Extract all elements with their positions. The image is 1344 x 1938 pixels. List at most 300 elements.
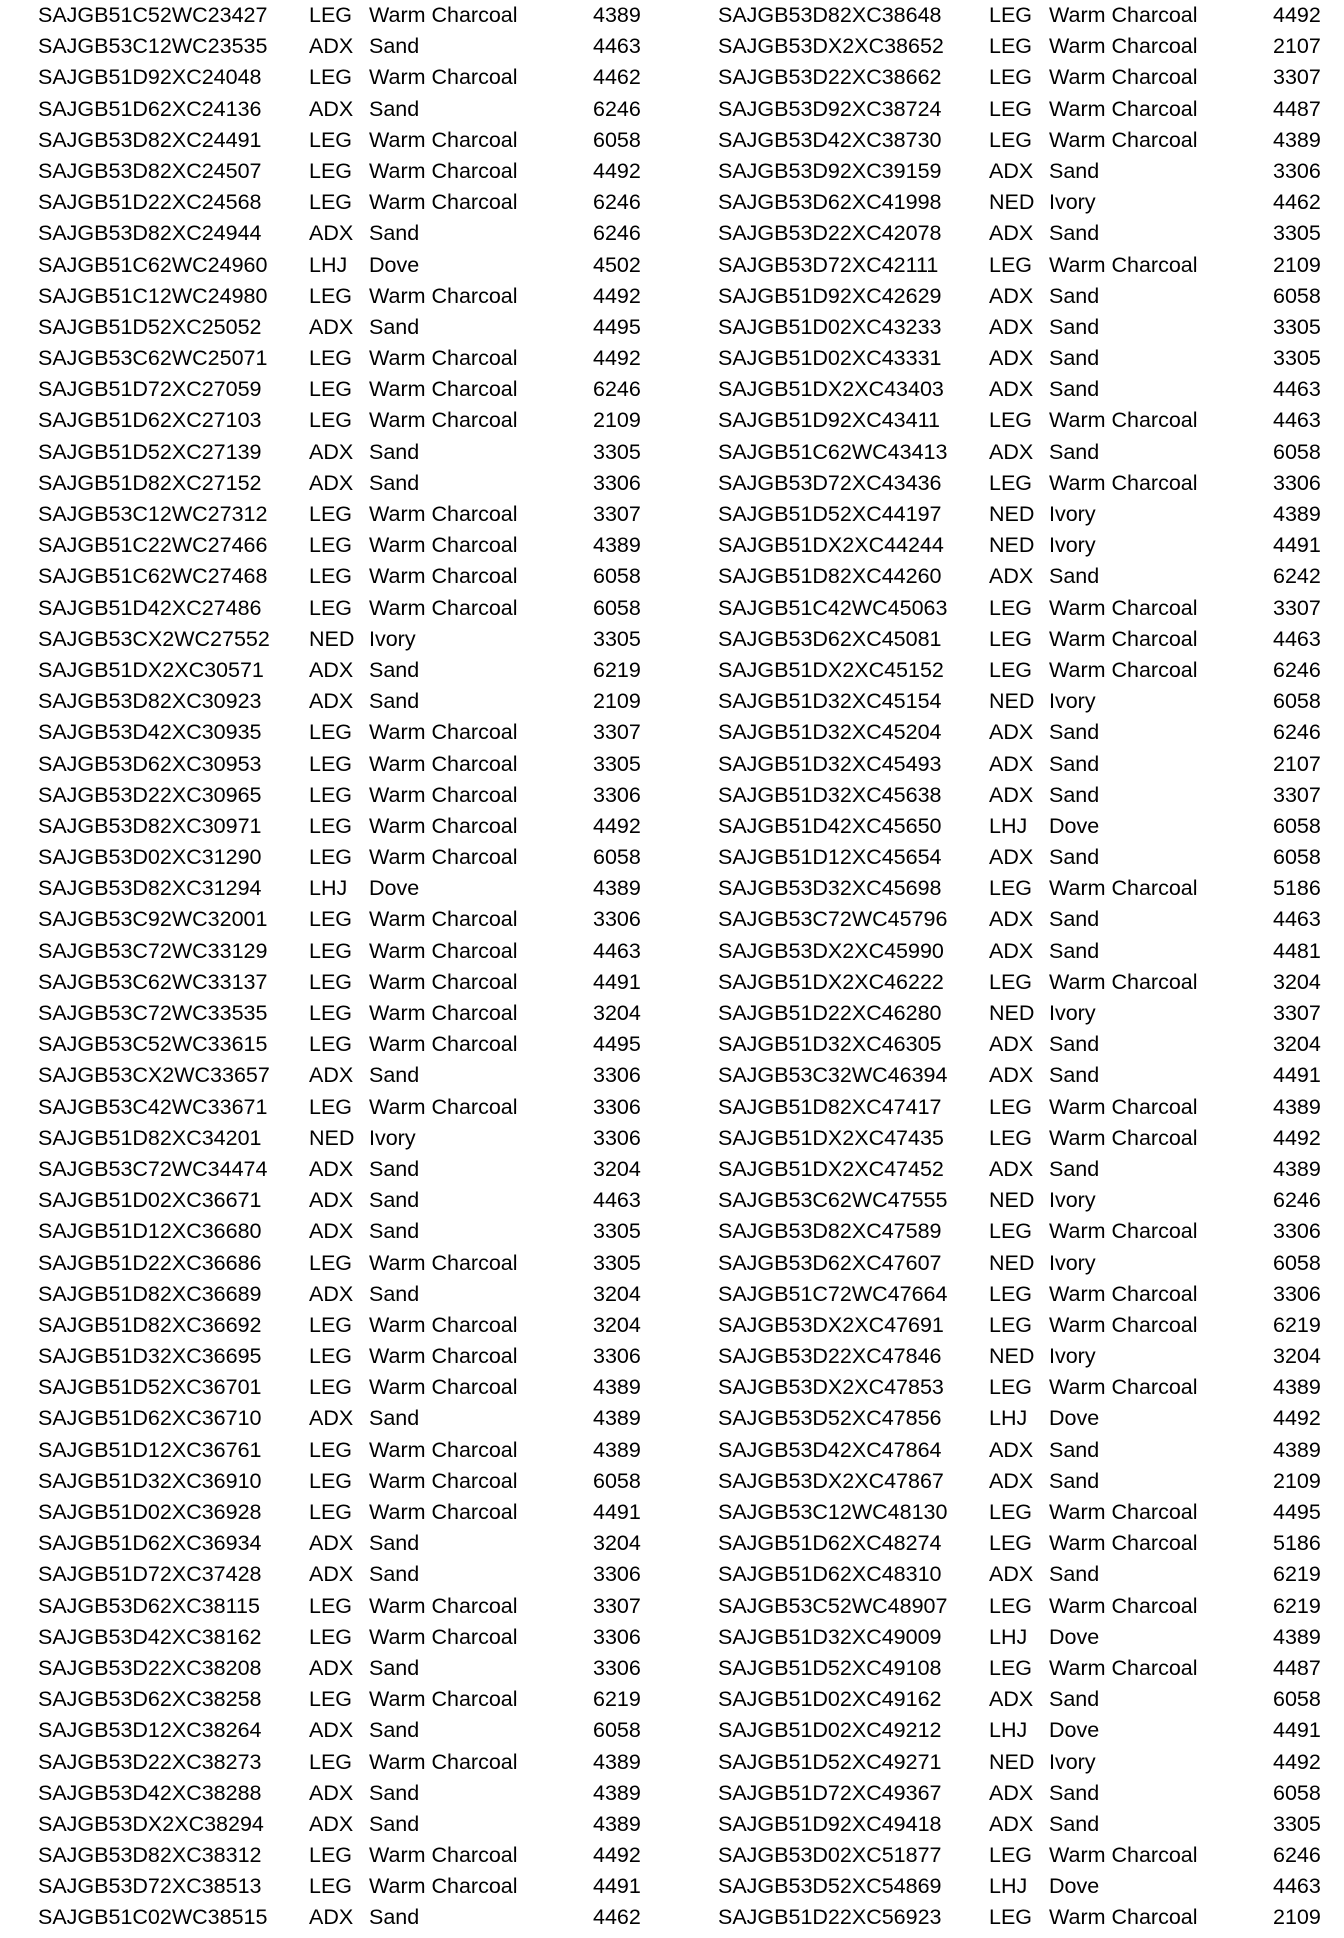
trim-code-cell: LEG [309,782,353,807]
vin-cell: SAJGB51C62WC24960 [38,252,268,277]
vin-cell: SAJGB53D42XC47864 [718,1437,942,1462]
trim-code-cell: LEG [309,845,353,870]
color-cell: Warm Charcoal [369,813,518,838]
number-cell: 3306 [593,1344,641,1369]
trim-code-cell: LEG [989,626,1033,651]
vin-cell: SAJGB51DX2XC44244 [718,533,944,558]
color-cell: Sand [369,96,420,121]
vin-cell: SAJGB51D82XC47417 [718,1094,942,1119]
color-cell: Warm Charcoal [369,782,518,807]
vin-cell: SAJGB51D82XC34201 [38,1125,262,1150]
color-cell: Dove [1049,1624,1100,1649]
color-cell: Warm Charcoal [369,377,518,402]
number-cell: 4463 [593,938,641,963]
number-cell: 6058 [1273,689,1321,714]
color-cell: Warm Charcoal [1049,969,1198,994]
trim-code-cell: LEG [989,1125,1033,1150]
vin-cell: SAJGB51DX2XC46222 [718,969,944,994]
number-cell: 6219 [593,657,641,682]
trim-code-cell: LEG [309,502,353,526]
vin-cell: SAJGB53D82XC31294 [38,876,262,901]
vin-cell: SAJGB53C52WC33615 [38,1032,268,1057]
vin-cell: SAJGB51D82XC44260 [718,564,942,589]
trim-code-cell: LEG [309,65,353,90]
number-cell: 2109 [593,408,641,433]
number-cell: 6058 [1273,1250,1321,1275]
trim-code-cell: LEG [989,1281,1033,1306]
trim-code-cell: LEG [989,876,1033,901]
number-cell: 3305 [593,439,641,464]
trim-code-cell: ADX [309,1531,354,1556]
number-cell: 4491 [1273,1718,1321,1743]
trim-code-cell: LEG [989,1312,1033,1337]
vin-cell: SAJGB51D02XC49212 [718,1718,942,1743]
trim-code-cell: LEG [989,408,1033,433]
number-cell: 4389 [593,1375,641,1400]
trim-code-cell: ADX [309,1905,354,1930]
vin-cell: SAJGB51D32XC45493 [718,751,942,776]
vin-cell: SAJGB53DX2XC47867 [718,1468,944,1493]
vin-cell: SAJGB53D82XC24944 [38,221,262,246]
number-cell: 4491 [593,1874,641,1899]
vin-cell: SAJGB53D82XC30971 [38,813,262,838]
number-cell: 6246 [1273,657,1321,682]
vin-cell: SAJGB53C32WC46394 [718,1063,948,1088]
vin-cell: SAJGB53D62XC47607 [718,1250,942,1275]
trim-code-cell: ADX [989,1780,1034,1805]
trim-code-cell: LHJ [309,252,348,277]
vin-cell: SAJGB53DX2XC47691 [718,1312,944,1337]
vin-cell: SAJGB53C62WC25071 [38,346,268,371]
color-cell: Sand [1049,377,1100,402]
number-cell: 4389 [593,1749,641,1774]
color-cell: Sand [1049,314,1100,339]
trim-code-cell: ADX [309,1063,354,1088]
trim-code-cell: LEG [989,34,1033,59]
trim-code-cell: ADX [989,907,1034,932]
number-cell: 4389 [593,1437,641,1462]
vin-cell: SAJGB53C62WC33137 [38,969,268,994]
color-cell: Warm Charcoal [369,1749,518,1774]
number-cell: 4462 [593,1905,641,1930]
color-cell: Warm Charcoal [369,408,518,433]
number-cell: 4487 [1273,96,1321,121]
trim-code-cell: LEG [989,470,1033,495]
number-cell: 3305 [1273,314,1321,339]
vin-cell: SAJGB53D02XC31290 [38,845,262,870]
vin-cell: SAJGB51D22XC56923 [718,1905,942,1930]
number-cell: 4389 [593,533,641,558]
color-cell: Warm Charcoal [1049,470,1198,495]
trim-code-cell: ADX [989,1811,1034,1836]
trim-code-cell: LEG [309,1094,353,1119]
color-cell: Sand [369,34,420,59]
trim-code-cell: ADX [309,657,354,682]
number-cell: 3306 [593,1562,641,1587]
color-cell: Warm Charcoal [369,1624,518,1649]
trim-code-cell: LEG [309,408,353,433]
color-cell: Dove [1049,1406,1100,1431]
trim-code-cell: LEG [989,1655,1033,1680]
vin-cell: SAJGB53D62XC38258 [38,1687,262,1712]
trim-code-cell: LEG [309,3,353,27]
trim-code-cell: ADX [989,1687,1034,1712]
number-cell: 3306 [1273,470,1321,495]
trim-code-cell: LEG [989,1094,1033,1119]
trim-code-cell: ADX [309,1406,354,1431]
color-cell: Sand [369,439,420,464]
vin-cell: SAJGB51D92XC43411 [718,408,940,433]
trim-code-cell: LHJ [989,1874,1028,1899]
number-cell: 6246 [593,221,641,246]
color-cell: Sand [1049,1156,1100,1181]
trim-code-cell: LEG [989,1843,1033,1868]
number-cell: 3305 [1273,346,1321,371]
number-cell: 3306 [593,782,641,807]
number-cell: 3305 [593,626,641,651]
trim-code-cell: ADX [989,158,1034,183]
trim-code-cell: ADX [989,346,1034,371]
vin-cell: SAJGB53C72WC34474 [38,1156,268,1181]
number-cell: 6219 [1273,1593,1321,1618]
number-cell: 4492 [593,1843,641,1868]
vin-cell: SAJGB53D42XC38162 [38,1624,262,1649]
vin-cell: SAJGB53CX2WC27552 [38,626,270,651]
trim-code-cell: LEG [309,1032,353,1057]
trim-code-cell: LEG [309,190,353,215]
color-cell: Warm Charcoal [369,127,518,152]
trim-code-cell: LHJ [989,813,1028,838]
number-cell: 3307 [593,720,641,745]
vin-cell: SAJGB51C62WC43413 [718,439,948,464]
trim-code-cell: ADX [309,1562,354,1587]
trim-code-cell: LEG [989,595,1033,620]
trim-code-cell: ADX [309,1780,354,1805]
number-cell: 2109 [1273,252,1321,277]
trim-code-cell: LEG [309,1687,353,1712]
color-cell: Warm Charcoal [1049,65,1198,90]
color-cell: Warm Charcoal [1049,626,1198,651]
vin-cell: SAJGB53C62WC47555 [718,1188,948,1213]
trim-code-cell: LEG [989,1375,1033,1400]
number-cell: 3305 [593,751,641,776]
number-cell: 6246 [1273,1843,1321,1868]
vin-cell: SAJGB53D42XC38288 [38,1780,262,1805]
vin-cell: SAJGB51D52XC49271 [718,1749,942,1774]
trim-code-cell: NED [309,626,355,651]
vin-cell: SAJGB51D32XC46305 [718,1032,942,1057]
number-cell: 6246 [593,96,641,121]
color-cell: Warm Charcoal [369,190,518,215]
trim-code-cell: ADX [309,1718,354,1743]
number-cell: 4463 [1273,1874,1321,1899]
trim-code-cell: ADX [989,1063,1034,1088]
number-cell: 4491 [593,969,641,994]
color-cell: Warm Charcoal [1049,408,1198,433]
number-cell: 2107 [1273,34,1321,59]
number-cell: 3306 [593,1655,641,1680]
trim-code-cell: NED [989,1344,1035,1369]
vin-cell: SAJGB51D92XC24048 [38,65,262,90]
number-cell: 6219 [1273,1312,1321,1337]
color-cell: Warm Charcoal [1049,1094,1198,1119]
number-cell: 4389 [1273,1437,1321,1462]
number-cell: 6058 [593,127,641,152]
number-cell: 4389 [593,1406,641,1431]
vin-cell: SAJGB51D42XC27486 [38,595,262,620]
number-cell: 4462 [1273,190,1321,215]
number-cell: 2109 [1273,1905,1321,1930]
vin-cell: SAJGB51D02XC43233 [718,314,942,339]
number-cell: 4492 [593,158,641,183]
color-cell: Ivory [1049,1001,1096,1025]
color-cell: Sand [1049,938,1100,963]
color-cell: Ivory [1049,1250,1096,1275]
vin-cell: SAJGB53D42XC30935 [38,720,262,745]
trim-code-cell: LEG [309,1874,353,1899]
vin-cell: SAJGB53D92XC38724 [718,96,942,121]
number-cell: 3306 [1273,1281,1321,1306]
vin-cell: SAJGB53D72XC38513 [38,1874,262,1899]
color-cell: Sand [369,689,420,714]
trim-code-cell: LEG [309,1843,353,1868]
vin-cell: SAJGB51D82XC27152 [38,470,262,495]
number-cell: 3204 [593,1156,641,1181]
trim-code-cell: ADX [989,221,1034,246]
trim-code-cell: LEG [989,1531,1033,1556]
color-cell: Warm Charcoal [1049,3,1198,27]
color-cell: Warm Charcoal [369,1094,518,1119]
number-cell: 4481 [1273,938,1321,963]
vin-cell: SAJGB51D22XC46280 [718,1001,942,1025]
vin-cell: SAJGB53D82XC24507 [38,158,262,183]
number-cell: 4492 [593,283,641,308]
color-cell: Sand [1049,1687,1100,1712]
trim-code-cell: NED [989,533,1035,558]
vin-cell: SAJGB51D12XC36761 [38,1437,262,1462]
color-cell: Sand [369,1905,420,1930]
color-cell: Warm Charcoal [1049,1843,1198,1868]
vin-cell: SAJGB51D62XC36710 [38,1406,262,1431]
trim-code-cell: ADX [989,751,1034,776]
vin-cell: SAJGB53C72WC33129 [38,938,268,963]
number-cell: 3204 [593,1001,641,1025]
color-cell: Warm Charcoal [369,564,518,589]
trim-code-cell: ADX [309,34,354,59]
vin-cell: SAJGB51C72WC47664 [718,1281,948,1306]
trim-code-cell: LEG [309,533,353,558]
color-cell: Sand [369,1811,420,1836]
number-cell: 4389 [1273,1375,1321,1400]
color-cell: Sand [369,1531,420,1556]
vin-cell: SAJGB53DX2XC38652 [718,34,944,59]
number-cell: 3306 [1273,158,1321,183]
number-cell: 6219 [1273,1562,1321,1587]
color-cell: Ivory [1049,533,1096,558]
trim-code-cell: ADX [309,96,354,121]
number-cell: 4389 [593,1780,641,1805]
color-cell: Ivory [1049,689,1096,714]
vin-cell: SAJGB51C42WC45063 [718,595,948,620]
color-cell: Dove [1049,1874,1100,1899]
vin-cell: SAJGB53D82XC30923 [38,689,262,714]
color-cell: Sand [369,314,420,339]
number-cell: 3305 [1273,221,1321,246]
number-cell: 4491 [1273,1063,1321,1088]
color-cell: Sand [369,657,420,682]
trim-code-cell: LEG [989,127,1033,152]
trim-code-cell: ADX [989,1437,1034,1462]
vin-cell: SAJGB53D62XC41998 [718,190,942,215]
color-cell: Sand [1049,439,1100,464]
trim-code-cell: ADX [989,439,1034,464]
color-cell: Warm Charcoal [1049,1219,1198,1244]
color-cell: Sand [369,1063,420,1088]
number-cell: 4463 [593,1188,641,1213]
number-cell: 4492 [1273,1406,1321,1431]
color-cell: Sand [369,1780,420,1805]
color-cell: Warm Charcoal [1049,1905,1198,1930]
number-cell: 4492 [1273,1125,1321,1150]
vin-cell: SAJGB51D22XC24568 [38,190,262,215]
trim-code-cell: ADX [989,845,1034,870]
vin-cell: SAJGB51DX2XC47452 [718,1156,944,1181]
color-cell: Ivory [1049,1749,1096,1774]
vin-cell: SAJGB53DX2XC38294 [38,1811,264,1836]
vin-cell: SAJGB53D42XC38730 [718,127,942,152]
vin-cell: SAJGB51C22WC27466 [38,533,268,558]
trim-code-cell: NED [989,689,1035,714]
trim-code-cell: LEG [309,1250,353,1275]
vin-cell: SAJGB51D32XC45204 [718,720,942,745]
vin-cell: SAJGB51D62XC36934 [38,1531,262,1556]
number-cell: 3306 [593,1063,641,1088]
trim-code-cell: ADX [989,1032,1034,1057]
trim-code-cell: LEG [309,1468,353,1493]
number-cell: 3305 [593,1250,641,1275]
trim-code-cell: LEG [309,564,353,589]
vin-cell: SAJGB53DX2XC45990 [718,938,944,963]
color-cell: Sand [369,1562,420,1587]
vin-cell: SAJGB51D72XC49367 [718,1780,942,1805]
trim-code-cell: ADX [309,1811,354,1836]
number-cell: 3307 [1273,782,1321,807]
vin-cell: SAJGB53DX2XC47853 [718,1375,944,1400]
number-cell: 3307 [1273,595,1321,620]
color-cell: Warm Charcoal [1049,127,1198,152]
vin-cell: SAJGB51DX2XC45152 [718,657,944,682]
color-cell: Sand [1049,1468,1100,1493]
number-cell: 4389 [593,3,641,27]
color-cell: Sand [1049,845,1100,870]
vin-cell: SAJGB51D82XC36692 [38,1312,262,1337]
vin-cell: SAJGB51D32XC45638 [718,782,942,807]
color-cell: Sand [1049,1063,1100,1088]
trim-code-cell: LEG [309,751,353,776]
trim-code-cell: LEG [989,657,1033,682]
color-cell: Sand [1049,782,1100,807]
trim-code-cell: LEG [989,1905,1033,1930]
color-cell: Warm Charcoal [369,1375,518,1400]
color-cell: Sand [1049,1437,1100,1462]
number-cell: 3204 [593,1531,641,1556]
number-cell: 3204 [593,1312,641,1337]
number-cell: 6058 [593,1468,641,1493]
trim-code-cell: LEG [989,3,1033,27]
color-cell: Warm Charcoal [369,1687,518,1712]
trim-code-cell: ADX [309,470,354,495]
number-cell: 3204 [593,1281,641,1306]
vin-cell: SAJGB53D02XC51877 [718,1843,942,1868]
color-cell: Warm Charcoal [1049,96,1198,121]
color-cell: Ivory [1049,1188,1096,1213]
color-cell: Warm Charcoal [369,751,518,776]
vin-cell: SAJGB53D22XC38662 [718,65,942,90]
color-cell: Sand [369,1188,420,1213]
color-cell: Ivory [1049,502,1096,526]
color-cell: Warm Charcoal [369,1312,518,1337]
color-cell: Warm Charcoal [369,938,518,963]
vin-cell: SAJGB53D72XC42111 [718,252,939,277]
vin-cell: SAJGB53D12XC38264 [38,1718,262,1743]
color-cell: Warm Charcoal [369,1437,518,1462]
vin-cell: SAJGB51D12XC36680 [38,1219,262,1244]
trim-code-cell: LEG [309,969,353,994]
number-cell: 4495 [593,1032,641,1057]
trim-code-cell: ADX [989,1562,1034,1587]
number-cell: 3305 [1273,1811,1321,1836]
color-cell: Warm Charcoal [369,3,518,27]
vin-cell: SAJGB53C72WC33535 [38,1001,268,1025]
color-cell: Sand [1049,751,1100,776]
vin-cell: SAJGB51D32XC49009 [718,1624,942,1649]
trim-code-cell: LEG [309,720,353,745]
color-cell: Dove [1049,1718,1100,1743]
trim-code-cell: LEG [309,1500,353,1524]
trim-code-cell: LEG [989,96,1033,121]
color-cell: Warm Charcoal [369,502,518,526]
vin-cell: SAJGB51DX2XC47435 [718,1125,944,1150]
color-cell: Sand [1049,283,1100,308]
color-cell: Sand [1049,346,1100,371]
color-cell: Sand [369,221,420,246]
trim-code-cell: NED [309,1125,355,1150]
trim-code-cell: LEG [309,346,353,371]
vin-cell: SAJGB51D02XC36928 [38,1500,262,1524]
number-cell: 3204 [1273,1344,1321,1369]
trim-code-cell: LHJ [989,1624,1028,1649]
color-cell: Sand [369,1156,420,1181]
number-cell: 6246 [1273,1188,1321,1213]
trim-code-cell: LEG [309,158,353,183]
color-cell: Sand [1049,1811,1100,1836]
number-cell: 3306 [593,470,641,495]
number-cell: 4495 [593,314,641,339]
trim-code-cell: NED [989,1188,1035,1213]
vin-cell: SAJGB53D52XC47856 [718,1406,942,1431]
color-cell: Warm Charcoal [1049,1655,1198,1680]
number-cell: 3306 [1273,1219,1321,1244]
vin-cell: SAJGB51DX2XC43403 [718,377,944,402]
trim-code-cell: LEG [309,1312,353,1337]
number-cell: 6246 [593,377,641,402]
number-cell: 2109 [593,689,641,714]
trim-code-cell: LEG [309,1344,353,1369]
trim-code-cell: ADX [309,221,354,246]
vin-cell: SAJGB51C12WC24980 [38,283,268,308]
vin-cell: SAJGB51D52XC44197 [718,502,942,526]
number-cell: 4463 [593,34,641,59]
